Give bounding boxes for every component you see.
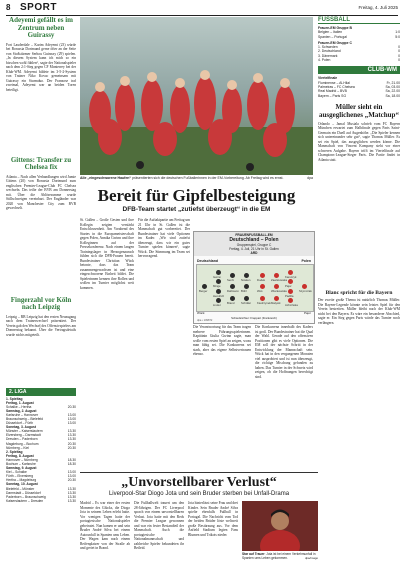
row-label: 3. Dänemark	[318, 53, 338, 58]
row-label: Kaiserslautern – Dresden	[6, 498, 44, 503]
result-row	[318, 35, 400, 39]
row-value: 13.30	[67, 490, 76, 495]
matchday-title: 1. Spieltag	[6, 396, 23, 401]
player-name: Wiankowska	[271, 289, 287, 293]
row-value: 1:0	[395, 30, 400, 35]
row-label: Paderborn – Braunschweig	[6, 494, 46, 499]
main-subheadline: DFB-Team startet „zutiefst überzeugt“ in die EM	[122, 206, 271, 213]
player-name: Pajor	[285, 284, 292, 289]
row-value: 0	[398, 53, 400, 58]
row-value: 13.00	[67, 474, 76, 479]
row-value: 13.00	[67, 421, 76, 426]
article-text: Fort Lauderdale – Karim Adeyemi (23) würde bei Borussia Dortmund gerne öfter an der Seite von Stoßstürmer Serhou Guirassy (29) spielen. „In diesem System kann ich mich so ein bisschen wohl fühlen“, sagte der Nationalspieler nach dem 2:1-Sieg gegen CF Monterrey bei der Klub-WM. Adeyemi bildete im 3-5-2-System von Trainer Niko Kovac gemeinsam mit Guirassy ein Sturmduo. Der Franzose traf zweimal, Adeyemi war an beiden Toren beteiligt.	[6, 42, 76, 92]
row-value: 13.00	[67, 416, 76, 421]
fixture-row	[6, 499, 76, 503]
player-name: Schüller	[241, 300, 252, 305]
row-label: Spanien – Portugal	[318, 34, 347, 39]
row-value: 20.30	[67, 445, 76, 450]
group-c-table	[318, 45, 400, 62]
caption-text: präsentierten sich die deutschen Fußballerinnen in der EM-Vorbereitung. Ab Freitag wird es ernst.	[131, 176, 284, 180]
group-b-title: Frauen-EM Gruppe B	[318, 26, 352, 30]
row-value: 13.00	[67, 470, 76, 475]
row-label: Belgien – Italien	[318, 30, 343, 35]
row-label: Bochum – Karlsruhe	[6, 462, 36, 466]
row-value: 20.30	[67, 441, 76, 446]
quarter-fixtures	[318, 81, 400, 98]
row-label: Fluminense – Al-Hilal	[318, 80, 350, 85]
row-label: Magdeburg – Bochum	[6, 441, 39, 446]
row-label: Fürth – Elversberg	[6, 474, 34, 479]
graphic-broadcaster: ARD	[194, 251, 314, 256]
row-value: 18.30	[67, 462, 76, 466]
row-value: 0	[398, 49, 400, 54]
team-photo	[80, 17, 313, 175]
article-text: Der zweite große Thema ist natürlich Thomas Müller. Die Bayern-Legende könnte sein letztes Spiel für den Verein bestreiten. Müller bleibt nach der Klub-WM nicht bei den Bayern. Es wäre ein besonderer Abschied, sagte er. Ein Sieg gegen Paris würde das Turnier noch verlängern.	[318, 298, 400, 325]
player-name: Szymczak	[299, 289, 312, 293]
coach-right: Pajor	[303, 311, 311, 315]
row-value: Sa, 22.00	[385, 89, 400, 94]
row-label: Bayern – Paris SG	[318, 93, 347, 98]
article-text: Orlando – Jamal Musiala schrieb vom FC Bayern München erwartet zum Halbfinale gegen Paris Saint-Germain ein Duell auf Augenhöhe. „Die Spieler kennen sich untereinander sehr gut“, sagte Thomas Müller. Es sei ein Spiel, das ausgeglichen werden könne. Die Mannschaft von Vincent Kompany steht vor einer schweren Aufgabe. Bayern trifft im Viertelfinale auf Champions-League-Sieger Paris. Die Partie findet in Atlanta statt.	[318, 121, 400, 162]
section-title: SPORT	[20, 2, 57, 13]
main-body-col1: St. Gallen – Große Gesten und ihre Kollegin zeigten verstärkt Entschlossenheit. Am Vorabend des Startes in die Europameisterschaft gegen Polen, Annika Gwinn und ihre Kolleginnen auf der Pressekonferenz. Nach einem langen Trainingslager in Herzogenaurach fühlen sich die DFB-Frauen bereit. Bundestrainer Christian Wück betonte, dass das Team zusammengewachsen ist und eine eingeschworene Einheit bildet. Die Spielerinnen kennen ihre Rollen und wollen im Turnier möglichst weit kommen.	[80, 218, 134, 290]
divider	[80, 472, 318, 473]
row-value: 13.30	[67, 437, 76, 442]
player-name: Gwinn	[213, 275, 221, 280]
page-header	[6, 3, 398, 16]
row-label: Düsseldorf – Fürth	[6, 421, 34, 426]
row-label: 4. Polen	[318, 58, 331, 63]
row-label: Münster – Kaiserslautern	[6, 429, 43, 434]
article-headline: Blanc spricht für die Bayern	[325, 289, 393, 296]
row-label: 2. Spieltag	[6, 449, 23, 454]
row-label: Darmstadt – Düsseldorf	[6, 490, 41, 495]
row-label: Dresden – Paderborn	[6, 437, 38, 442]
results-section-title: FUSSBALL	[318, 17, 400, 24]
row-value: Sa, 03.00	[385, 84, 400, 89]
row-value: 13.30	[67, 498, 76, 503]
row-label: Freitag, 1. August	[6, 400, 34, 405]
player-name: Senß	[227, 277, 234, 282]
second-body-col3: Jota hinterlässt seine Frau und drei Kinder. Sein Bruder André Silva spielte ebenfalls Fußball in Portugal. Die Nachricht vom Tod der beiden Brüder löste weltweit große Bestürzung aus. Vor dem Anfield Stadium legten Fans Blumen und Trikots nieder.	[188, 501, 238, 537]
player-name: Woś	[257, 289, 263, 293]
main-body-col2: Für die Auftaktpartie am Freitag um 21 Uhr in St. Gallen ist die Mannschaft gut vorbereitet. Der Bundestrainer hat viele Optionen im Kader. „Wir sind zutiefst überzeugt, dass wir ein gutes Turnier spielen können“, sagte Wück. Die Stimmung im Team sei hervorragend.	[138, 218, 190, 258]
right-column	[318, 17, 400, 567]
main-body-col3: Die Verantwortung für das Team tragen mehrere Führungsspielerinnen. Kapitänin Giulia Gwinn sagte, man wolle vom ersten Spiel an zeigen, wozu man fähig sei. Die Konkurrenz sei stark, aber das eigene Selbstvertrauen ebenso.	[193, 325, 251, 356]
player-name: Berger	[199, 289, 208, 293]
article-headline: Adeyemi gefällt es im Zentrum neben Guirassy	[9, 16, 73, 39]
fixtures-table	[6, 401, 76, 503]
group-c-title: Frauen-EM Gruppe C	[318, 40, 352, 45]
photo-credit: dpa/imago	[304, 556, 318, 560]
article-text: Leipzig – RB Leipzig hat den ersten Neuzugang nach dem Trainerwechsel präsentiert. Der Verein gab den Wechsel des Offensivspielers am Donnerstag bekannt. Über die Vertragsdetails wurde nichts mitgeteilt.	[6, 314, 76, 337]
row-value: 13.30	[67, 433, 76, 438]
quarter-title: Viertelfinale	[318, 76, 338, 81]
player-photo	[242, 501, 318, 551]
photo-caption	[80, 176, 313, 180]
graphic-group: Gruppenspiel, Gruppe C	[194, 243, 314, 247]
row-label: Elversberg – Darmstadt	[6, 433, 41, 438]
player-name: Dudek	[257, 277, 266, 282]
row-label: Sonntag, 3. August	[6, 425, 36, 430]
player-name: Zawistowska	[271, 277, 288, 282]
page-date: Freitag, 4. Juli 2025	[358, 5, 398, 10]
player-name: Dallmann	[227, 289, 239, 293]
graphic-title: FRAUENFUSSBALL-EM	[194, 232, 314, 237]
article-headline: Gittens: Transfer zu Chelsea fix	[10, 155, 72, 171]
fixture-row	[318, 94, 400, 98]
row-label: Bielefeld – Münster	[6, 486, 35, 491]
row-label: Schalke – Hertha	[6, 404, 32, 409]
photo-credit: dpa	[307, 176, 313, 180]
caption-text: : Jota ist bei einem Verkehrsunfall in Spanien ums Leben gekommen.	[242, 552, 316, 560]
standing-row	[318, 58, 400, 62]
player-name: Hendrich	[213, 293, 225, 298]
caption-lead: Star auf Trauer	[242, 552, 265, 556]
row-label: Braunschweig – Bielefeld	[6, 416, 44, 421]
player-name: Nüsken	[241, 277, 251, 282]
row-label: Karlsruhe – Hannover	[6, 412, 39, 417]
row-value: Fr, 21.00	[386, 80, 400, 85]
jota-caption	[242, 552, 318, 560]
row-label: Nürnberg – Kiel	[6, 445, 29, 450]
group-b-results	[318, 30, 400, 39]
row-label: Real Madrid – BVB	[318, 89, 347, 94]
row-value: 0	[398, 58, 400, 63]
team-right-label: Polen	[301, 259, 311, 263]
row-label: 1. Schweden	[318, 45, 338, 50]
graphic-match: Deutschland – Polen	[194, 237, 314, 243]
page-number: 8	[6, 3, 11, 12]
lineup-graphic	[193, 231, 315, 324]
graphic-time: Freitag, 4. Juli, 21 Uhr in St. Gallen	[194, 247, 314, 251]
player-name: Linder	[213, 302, 221, 307]
article-headline: Müller sieht ein ausgeglichenes „Matchup“	[319, 102, 399, 119]
player-name: Kamczyk	[285, 275, 297, 280]
row-value: 13.00	[67, 412, 76, 417]
second-body-col1: Madrid – Es war einer der ersten Momente des Glücks, die Diogo Jota in seinem Leben erlebt hatte. Vor wenigen Tagen hatte der portugiesische Nationalspieler geheiratet. Nun kamen er und sein Bruder André Silva bei einem Autounfall in Spanien ums Leben. Der Wagen kam nach einem Reifenplatzer von der Straße ab und geriet in Brand.	[80, 501, 130, 550]
row-label: Sonntag, 10. August	[6, 482, 38, 487]
row-value: 20.30	[67, 478, 76, 483]
graphic-source: dpa • 109872	[197, 319, 213, 322]
referee: Schiedsrichter: Frappart (Frankreich)	[231, 316, 277, 320]
main-headline: Bereit für Gipfelbesteigung	[97, 186, 296, 205]
row-label: Palmeiras – FC Chelsea	[318, 84, 355, 89]
row-value: 18.30	[67, 457, 76, 462]
second-subheadline: Liverpool-Star Diogo Jota und sein Bruder sterben bei Unfall-Drama	[108, 491, 290, 497]
player-name: Matysik	[271, 300, 281, 305]
row-label: Hannover – Nürnberg	[6, 457, 38, 462]
main-body-col4: Die Konkurrenz innerhalb des Kaders ist groß. Der Bundestrainer hat die Qual der Wahl. Gerade auf den offensiven Positionen gibt es viele Optionen. Die EM soll der nächste Schritt in der Entwicklung der Mannschaft sein. Wück hat in den vergangenen Monaten viel ausprobiert und ist nun überzeugt, die richtige Mischung gefunden zu haben. Das Turnier in der Schweiz wird zeigen, ob die Hoffnungen berechtigt sind.	[255, 325, 313, 379]
left-column	[6, 17, 76, 567]
article-text: Atlanta – Nach allen Verhandlungen wird Jamie Gittens (20) von Borussia Dortmund zum englischen Premier-League-Club FC Chelsea wechseln. Das teilte der BVB am Donnerstag mit. Über die Ablösesumme wurde Stillschweigen vereinbart. Der Engländer war 2020 von Manchester City zum BVB gewechselt.	[6, 174, 76, 210]
player-name: Kiedrzynek	[257, 300, 271, 305]
row-label: Freitag, 8. August	[6, 453, 34, 458]
club-wm-banner: CLUB-WM	[318, 66, 400, 74]
coach-left: Wück	[197, 311, 205, 315]
row-value: 20.30	[67, 404, 76, 409]
player-name: Padilla	[285, 293, 294, 298]
training-photo	[80, 17, 313, 175]
player-name: Minge	[213, 284, 221, 289]
player-name: Bühl	[241, 289, 247, 293]
second-body-col2: Die Fußballwelt trauert um den 28-Jährigen. Der FC Liverpool sprach von einem unvorstellbaren Verlust. Jota hatte mit den Reds die Premier League gewonnen und war ein fester Bestandteil der Mannschaft. Auch die portugiesische Nationalmannschaft und zahlreiche Spieler bekundeten ihr Beileid.	[134, 501, 184, 550]
row-value: 5:0	[395, 34, 400, 39]
row-value: 13.30	[67, 486, 76, 491]
row-value: 0	[398, 45, 400, 50]
caption-lead: Alle „eingeschworene Haufen“	[80, 176, 132, 180]
row-value: Sa, 18.00	[385, 93, 400, 98]
pitch	[196, 264, 314, 312]
row-label: 2. Deutschland	[318, 49, 341, 54]
row-value: 13.30	[67, 429, 76, 434]
row-label: Samstag, 9. August	[6, 466, 37, 471]
row-value: 13.30	[67, 494, 76, 499]
article-headline: Fingerzahl vor Köln nach Leipzig	[10, 295, 72, 311]
team-left-label: Deutschland	[197, 259, 219, 263]
row-label: Kiel – Schalke	[6, 470, 27, 475]
league-header: 2. LIGA	[6, 388, 76, 396]
player-name: Achcińska	[285, 302, 298, 307]
row-label: Samstag, 2. August	[6, 408, 37, 413]
jota-photo	[242, 501, 318, 551]
player-name: Brand	[227, 300, 235, 305]
row-label: Hertha – Magdeburg	[6, 478, 37, 483]
second-headline: „Unvorstellbarer Verlust“	[121, 475, 277, 490]
